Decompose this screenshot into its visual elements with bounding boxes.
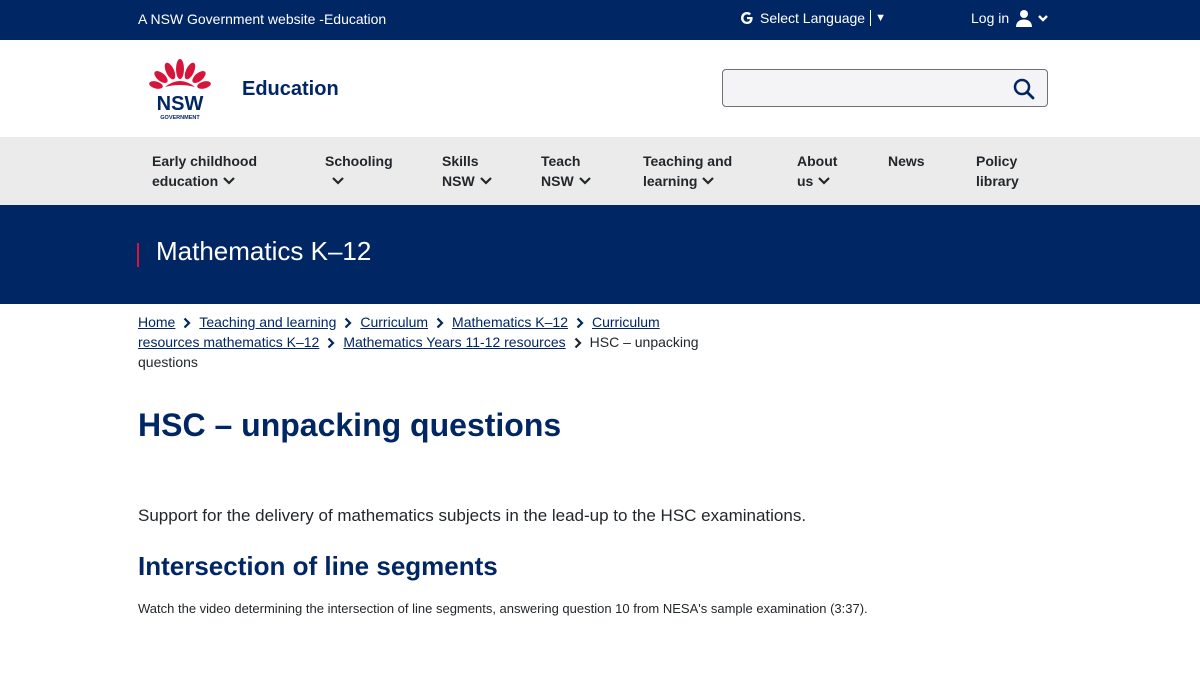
chevron-right-icon bbox=[574, 337, 582, 349]
nav-teaching-and-learning[interactable] bbox=[643, 151, 732, 191]
chevron-right-icon bbox=[327, 337, 335, 349]
svg-text:GOVERNMENT: GOVERNMENT bbox=[160, 115, 200, 121]
chevron-down-icon bbox=[1037, 13, 1049, 23]
nav-label-line1: Schooling bbox=[325, 153, 393, 169]
nav-label-line1: Policy bbox=[976, 153, 1018, 169]
site-name[interactable]: Education bbox=[242, 78, 339, 100]
chevron-down-icon bbox=[578, 176, 592, 186]
section-description: Watch the video determining the intersection of line segments, answering question 10 from NESA's sample examination (3:37). bbox=[138, 601, 868, 616]
nav-label-line1: Early childhood bbox=[152, 153, 258, 169]
search-icon[interactable] bbox=[1013, 78, 1035, 100]
breadcrumb bbox=[138, 312, 708, 372]
section-heading: Intersection of line segments bbox=[138, 551, 498, 581]
search-box bbox=[722, 69, 1048, 107]
chevron-right-icon bbox=[576, 317, 584, 329]
select-language-button[interactable] bbox=[740, 10, 886, 26]
breadcrumb-link-years-11-12-resources[interactable]: Mathematics Years 11-12 resources bbox=[343, 334, 566, 350]
google-icon bbox=[740, 11, 754, 25]
section-banner bbox=[0, 205, 1200, 304]
search-input[interactable] bbox=[723, 70, 1023, 106]
nav-label-line2: us bbox=[797, 173, 814, 189]
breadcrumb-link-curriculum-resources[interactable]: Curriculum resources mathematics K–12 bbox=[138, 314, 660, 350]
nav-label-line2: library bbox=[976, 173, 1019, 189]
nav-label-line2: learning bbox=[643, 173, 698, 189]
chevron-down-icon bbox=[817, 176, 831, 186]
nav-label-line1: Skills bbox=[442, 153, 479, 169]
login-label: Log in bbox=[971, 10, 1010, 26]
nav-schooling[interactable] bbox=[325, 151, 393, 191]
nav-label-line2: education bbox=[152, 173, 219, 189]
nav-policy-library[interactable] bbox=[976, 151, 1019, 191]
chevron-down-icon bbox=[701, 176, 715, 186]
page-title: HSC – unpacking questions bbox=[138, 407, 562, 443]
main-navigation bbox=[0, 137, 1200, 205]
breadcrumb-current: HSC – unpacking questions bbox=[138, 334, 699, 370]
nav-teach-nsw[interactable] bbox=[541, 151, 592, 191]
intro-text: Support for the delivery of mathematics subjects in the lead-up to the HSC examinations. bbox=[138, 506, 807, 525]
chevron-right-icon bbox=[436, 317, 444, 329]
nsw-waratah-logo[interactable] bbox=[149, 57, 211, 121]
nav-label-line2: NSW bbox=[541, 173, 574, 189]
breadcrumb-link-home[interactable]: Home bbox=[138, 314, 176, 330]
login-button[interactable] bbox=[971, 9, 1049, 27]
nav-label-line1: News bbox=[888, 153, 925, 169]
nav-label-line1: About bbox=[797, 153, 838, 169]
nav-skills-nsw[interactable] bbox=[442, 151, 493, 191]
caret-down-icon: ▼ bbox=[875, 12, 886, 24]
select-language-label: Select Language bbox=[760, 10, 866, 26]
nav-label-line2: NSW bbox=[442, 173, 475, 189]
chevron-down-icon bbox=[479, 176, 493, 186]
divider bbox=[870, 10, 871, 26]
chevron-down-icon bbox=[222, 176, 236, 186]
chevron-down-icon bbox=[331, 176, 345, 186]
nav-news[interactable] bbox=[888, 151, 925, 171]
user-icon bbox=[1015, 9, 1033, 27]
nav-early-childhood-education[interactable] bbox=[152, 151, 257, 191]
masthead-bar bbox=[0, 0, 1200, 40]
chevron-right-icon bbox=[344, 317, 352, 329]
nav-label-line1: Teaching and bbox=[643, 153, 733, 169]
government-site-label: A NSW Government website -Education bbox=[138, 11, 387, 27]
svg-text:NSW: NSW bbox=[156, 93, 204, 115]
section-title: Mathematics K–12 bbox=[156, 236, 372, 266]
nav-about-us[interactable] bbox=[797, 151, 837, 191]
nav-label-line1: Teach bbox=[541, 153, 581, 169]
breadcrumb-link-mathematics-k-12[interactable]: Mathematics K–12 bbox=[452, 314, 568, 330]
breadcrumb-link-curriculum[interactable]: Curriculum bbox=[360, 314, 429, 330]
breadcrumb-link-teaching-and-learning[interactable]: Teaching and learning bbox=[199, 314, 337, 330]
chevron-right-icon bbox=[183, 317, 191, 329]
accent-bar bbox=[137, 243, 139, 267]
